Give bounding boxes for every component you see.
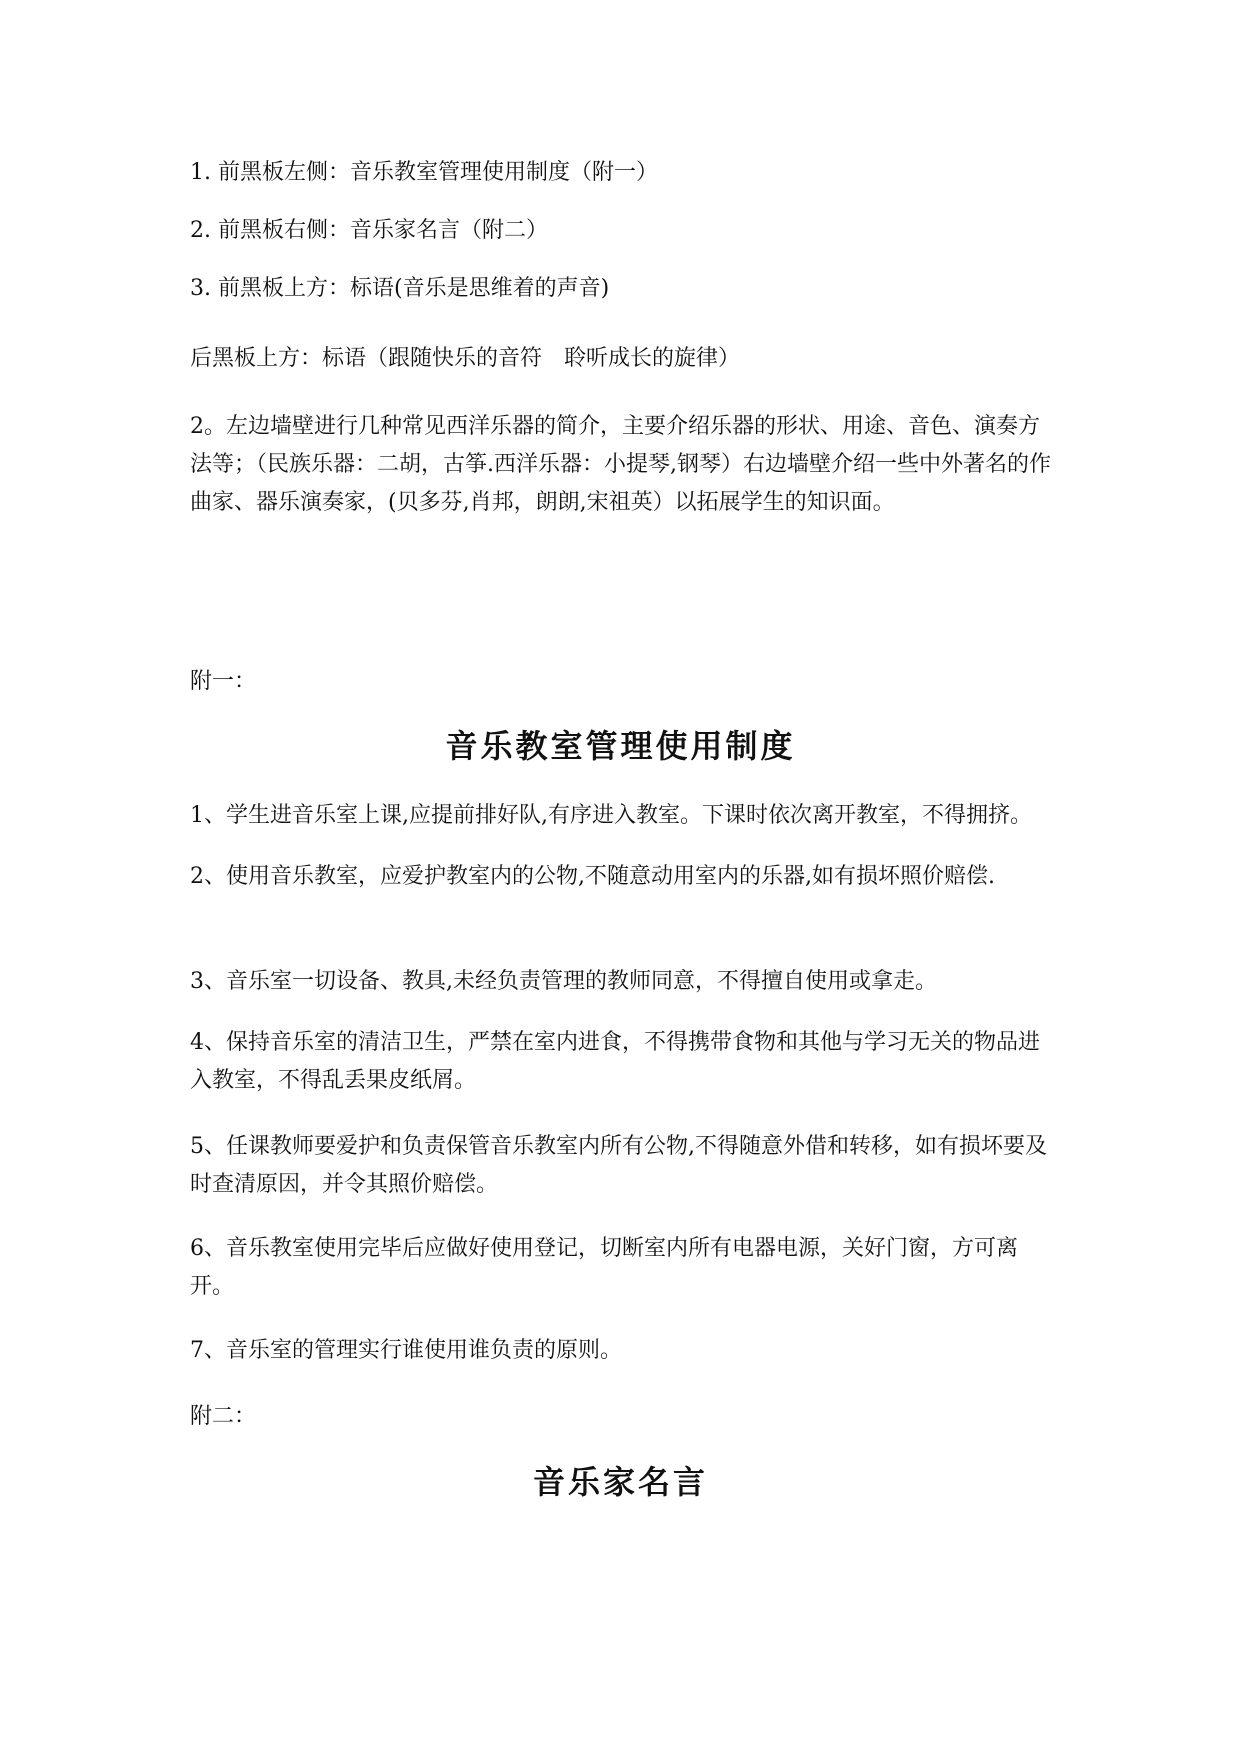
rule-item: 1、学生进音乐室上课,应提前排好队,有序进入教室。下课时依次离开教室，不得拥挤。 [190, 803, 1032, 828]
rule-item: 5、任课教师要爱护和负责保管音乐教室内所有公物,不得随意外借和转移，如有损坏要及时查清原因，并令其照价赔偿。 [190, 1134, 1047, 1197]
rule-item: 2、使用音乐教室，应爱护教室内的公物,不随意动用室内的乐器,如有损坏照价赔偿. [190, 864, 995, 889]
layout-item-3: 3. 前黑板上方：标语(音乐是思维着的声音) [190, 276, 610, 301]
rule-item: 6、音乐教室使用完毕后应做好使用登记，切断室内所有电器电源，关好门窗，方可离开。 [190, 1236, 1018, 1299]
layout-item-2: 2. 前黑板右侧：音乐家名言（附二） [190, 218, 548, 243]
rule-item: 4、保持音乐室的清洁卫生，严禁在室内进食，不得携带食物和其他与学习无关的物品进入教室，不得乱丢果皮纸屑。 [190, 1030, 1040, 1093]
back-board-item: 后黑板上方：标语（跟随快乐的音符 聆听成长的旋律） [190, 346, 741, 371]
rule-item: 7、音乐室的管理实行谁使用谁负责的原则。 [190, 1338, 622, 1363]
rule-item: 3、音乐室一切设备、教具,未经负责管理的教师同意，不得擅自使用或拿走。 [190, 969, 937, 994]
layout-item-1: 1. 前黑板左侧：音乐教室管理使用制度（附一） [190, 160, 658, 185]
appendix-1-title: 音乐教室管理使用制度 [445, 727, 796, 765]
appendix-1-label: 附一： [190, 669, 257, 694]
appendix-2-title: 音乐家名言 [532, 1463, 708, 1501]
walls-paragraph: 2。左边墙壁进行几种常见西洋乐器的简介，主要介绍乐器的形状、用途、音色、演奏方法等；（民族乐器：二胡，古筝.西洋乐器：小提琴,钢琴）右边墙壁介绍一些中外著名的作曲家、器乐演奏家，(贝多芬,肖邦，朗朗,宋祖英）以拓展学生的知识面。 [190, 414, 1051, 515]
appendix-2-label: 附二： [190, 1404, 257, 1429]
